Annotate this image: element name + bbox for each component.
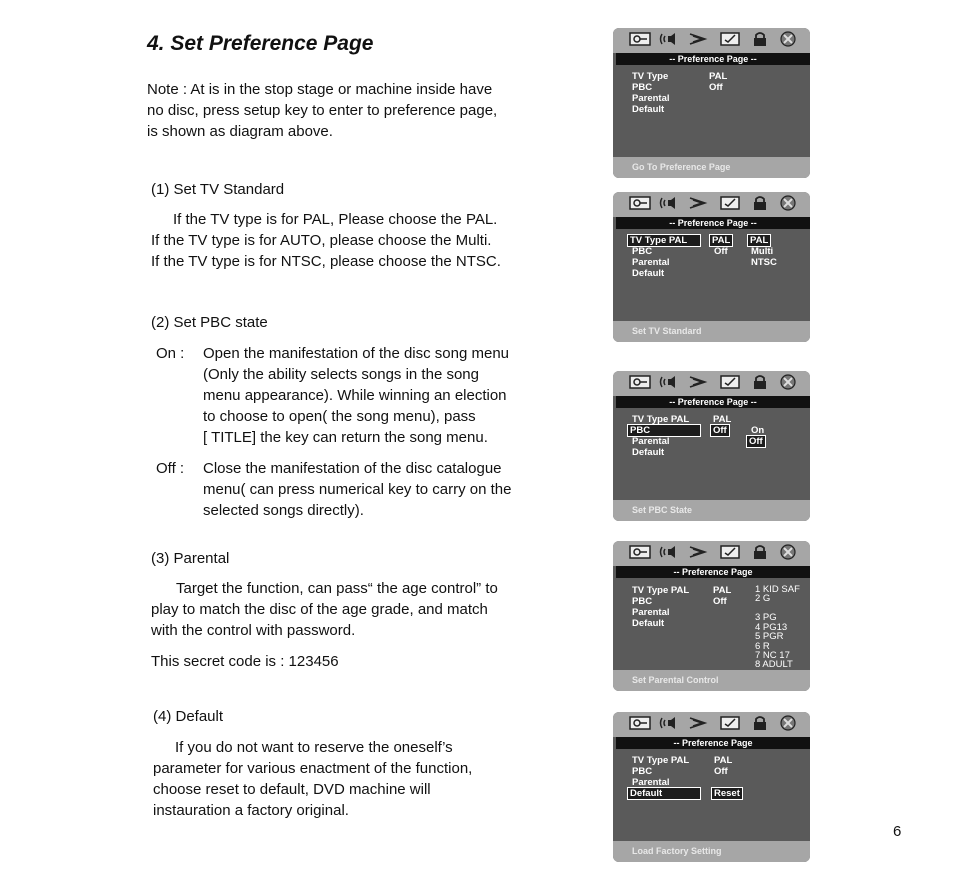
menu-item-default[interactable]: Default bbox=[632, 268, 665, 279]
secret-code: This secret code is : 123456 bbox=[151, 653, 339, 670]
preference-icon[interactable] bbox=[719, 374, 741, 392]
video-setup-icon[interactable] bbox=[687, 195, 709, 213]
menu-item-default[interactable]: Default bbox=[632, 104, 665, 115]
text-line: to choose to open( the song menu), pass bbox=[203, 408, 476, 425]
pbc-on-label: On : bbox=[156, 345, 185, 362]
note-line: Note : At is in the stop stage or machine inside have bbox=[147, 81, 493, 98]
text-line: If you do not want to reserve the oneself’s bbox=[175, 739, 453, 756]
audio-setup-icon[interactable] bbox=[658, 374, 680, 392]
osd-header: -- Preference Page -- bbox=[616, 396, 810, 408]
option-off[interactable]: Off bbox=[749, 436, 763, 447]
video-setup-icon[interactable] bbox=[687, 374, 709, 392]
pbc-off-text bbox=[203, 458, 511, 521]
rating-option[interactable]: 3 PG bbox=[755, 612, 777, 623]
value-pbc: Off bbox=[714, 766, 728, 777]
menu-item-parental[interactable]: Parental bbox=[632, 607, 670, 618]
text-line: menu( can press numerical key to carry on the bbox=[203, 481, 512, 498]
pbc-on-text bbox=[203, 343, 509, 448]
osd-header: -- Preference Page -- bbox=[616, 217, 810, 229]
menu-item-tv-type[interactable]: TV Type bbox=[632, 71, 669, 82]
menu-item-default[interactable]: Default bbox=[632, 447, 665, 458]
parental-text bbox=[151, 578, 498, 641]
osd-footer: Set PBC State bbox=[613, 500, 810, 521]
exit-icon[interactable] bbox=[777, 195, 799, 213]
text-line: If the TV type is for NTSC, please choose the NTSC. bbox=[151, 253, 501, 270]
option-pal[interactable]: PAL bbox=[750, 235, 769, 246]
audio-setup-icon[interactable] bbox=[658, 715, 680, 733]
exit-icon[interactable] bbox=[777, 715, 799, 733]
menu-item-default-selected[interactable]: Default bbox=[628, 788, 700, 799]
general-setup-icon[interactable] bbox=[629, 31, 651, 49]
text-line: Open the manifestation of the disc song menu bbox=[203, 345, 510, 362]
text-line: Close the manifestation of the disc catalogue bbox=[203, 460, 502, 477]
osd-footer: Load Factory Setting bbox=[613, 841, 810, 862]
tv-standard-text bbox=[151, 209, 501, 272]
rating-option[interactable]: 8 ADULT bbox=[755, 659, 793, 670]
text-line: selected songs directly). bbox=[203, 502, 364, 519]
menu-item-tv-type[interactable]: TV Type PAL bbox=[632, 585, 690, 596]
osd-panel-parental bbox=[613, 541, 810, 691]
value-pbc: Off bbox=[713, 425, 727, 436]
text-line: play to match the disc of the age grade, and match bbox=[151, 601, 488, 618]
menu-icon-bar bbox=[613, 28, 810, 53]
section-heading-tv-standard: (1) Set TV Standard bbox=[151, 181, 285, 198]
text-line: If the TV type is for PAL, Please choose the PAL. bbox=[173, 211, 498, 228]
general-setup-icon[interactable] bbox=[629, 195, 651, 213]
value-pbc: Off bbox=[713, 596, 727, 607]
menu-icon-bar bbox=[613, 192, 810, 217]
osd-panel-tv-standard bbox=[613, 192, 810, 342]
menu-item-pbc[interactable]: PBC bbox=[632, 246, 653, 257]
preference-icon[interactable] bbox=[719, 715, 741, 733]
video-setup-icon[interactable] bbox=[687, 715, 709, 733]
menu-item-parental[interactable]: Parental bbox=[632, 777, 670, 788]
note-line: no disc, press setup key to enter to preference page, bbox=[147, 102, 498, 119]
video-setup-icon[interactable] bbox=[687, 544, 709, 562]
text-line: instauration a factory original. bbox=[153, 802, 349, 819]
text-line: [ TITLE] the key can return the song menu. bbox=[203, 429, 488, 446]
text-line: Target the function, can pass“ the age control” to bbox=[176, 580, 498, 597]
menu-icon-bar bbox=[613, 541, 810, 566]
osd-panel-default bbox=[613, 712, 810, 862]
text-line: choose reset to default, DVD machine will bbox=[153, 781, 431, 798]
menu-item-parental[interactable]: Parental bbox=[632, 93, 670, 104]
osd-panel-pbc bbox=[613, 371, 810, 521]
audio-setup-icon[interactable] bbox=[658, 544, 680, 562]
text-line: (Only the ability selects songs in the song bbox=[203, 366, 479, 383]
general-setup-icon[interactable] bbox=[629, 715, 651, 733]
menu-item-tv-type[interactable]: TV Type PAL bbox=[632, 755, 690, 766]
option-multi[interactable]: Multi bbox=[751, 246, 774, 257]
exit-icon[interactable] bbox=[777, 544, 799, 562]
menu-item-pbc[interactable]: PBC bbox=[632, 596, 653, 607]
reset-button[interactable]: Reset bbox=[714, 788, 740, 799]
osd-header: -- Preference Page bbox=[616, 566, 810, 578]
value-tv-type: PAL bbox=[713, 585, 732, 596]
menu-item-pbc-selected[interactable]: PBC bbox=[628, 425, 700, 436]
osd-footer: Go To Preference Page bbox=[613, 157, 810, 178]
rating-option[interactable]: 2 G bbox=[755, 593, 771, 604]
section-heading-parental: (3) Parental bbox=[151, 550, 230, 567]
osd-footer: Set Parental Control bbox=[613, 670, 810, 691]
value-pbc: Off bbox=[709, 82, 723, 93]
osd-panel-preference bbox=[613, 28, 810, 178]
value-tv-type: PAL bbox=[713, 414, 732, 425]
menu-item-parental[interactable]: Parental bbox=[632, 257, 670, 268]
password-lock-icon[interactable] bbox=[749, 374, 771, 392]
preference-icon[interactable] bbox=[719, 31, 741, 49]
page-number: 6 bbox=[893, 823, 902, 840]
video-setup-icon[interactable] bbox=[687, 31, 709, 49]
default-text bbox=[153, 737, 472, 821]
value-tv-type: PAL bbox=[712, 235, 731, 246]
osd-footer: Set TV Standard bbox=[613, 321, 810, 342]
pbc-off-label: Off : bbox=[156, 460, 185, 477]
option-ntsc[interactable]: NTSC bbox=[751, 257, 777, 268]
osd-header: -- Preference Page -- bbox=[616, 53, 810, 65]
menu-item-tv-type[interactable]: TV Type PAL bbox=[632, 414, 690, 425]
exit-icon[interactable] bbox=[777, 374, 799, 392]
menu-item-pbc[interactable]: PBC bbox=[632, 82, 653, 93]
exit-icon[interactable] bbox=[777, 31, 799, 49]
text-line: parameter for various enactment of the function, bbox=[153, 760, 473, 777]
password-lock-icon[interactable] bbox=[749, 715, 771, 733]
password-lock-icon[interactable] bbox=[749, 31, 771, 49]
audio-setup-icon[interactable] bbox=[658, 195, 680, 213]
rating-option[interactable]: 5 PGR bbox=[755, 631, 784, 642]
section-heading-pbc: (2) Set PBC state bbox=[151, 314, 268, 331]
option-on[interactable]: On bbox=[751, 425, 765, 436]
preference-icon[interactable] bbox=[719, 195, 741, 213]
intro-note bbox=[147, 79, 497, 142]
general-setup-icon[interactable] bbox=[629, 544, 651, 562]
rating-option[interactable]: 1 KID SAF bbox=[755, 584, 800, 595]
page-title: 4. Set Preference Page bbox=[147, 32, 374, 55]
general-setup-icon[interactable] bbox=[629, 374, 651, 392]
audio-setup-icon[interactable] bbox=[658, 31, 680, 49]
menu-item-parental[interactable]: Parental bbox=[632, 436, 670, 447]
text-line: menu appearance). While winning an election bbox=[203, 387, 507, 404]
text-line: with the control with password. bbox=[151, 622, 356, 639]
text-line: If the TV type is for AUTO, please choose the Multi. bbox=[151, 232, 492, 249]
value-tv-type: PAL bbox=[709, 71, 728, 82]
menu-icon-bar bbox=[613, 712, 810, 737]
rating-option[interactable]: 6 R bbox=[755, 641, 770, 652]
menu-icon-bar bbox=[613, 371, 810, 396]
value-pbc: Off bbox=[714, 246, 728, 257]
password-lock-icon[interactable] bbox=[749, 544, 771, 562]
preference-icon[interactable] bbox=[719, 544, 741, 562]
osd-header: -- Preference Page bbox=[616, 737, 810, 749]
password-lock-icon[interactable] bbox=[749, 195, 771, 213]
menu-item-tv-type-selected[interactable]: TV Type PAL bbox=[628, 235, 700, 246]
menu-item-pbc[interactable]: PBC bbox=[632, 766, 653, 777]
rating-option[interactable]: 7 NC 17 bbox=[755, 650, 790, 661]
section-heading-default: (4) Default bbox=[153, 708, 224, 725]
value-tv-type: PAL bbox=[714, 755, 733, 766]
rating-option[interactable]: 4 PG13 bbox=[755, 622, 788, 633]
menu-item-default[interactable]: Default bbox=[632, 618, 665, 629]
note-line: is shown as diagram above. bbox=[147, 123, 333, 140]
